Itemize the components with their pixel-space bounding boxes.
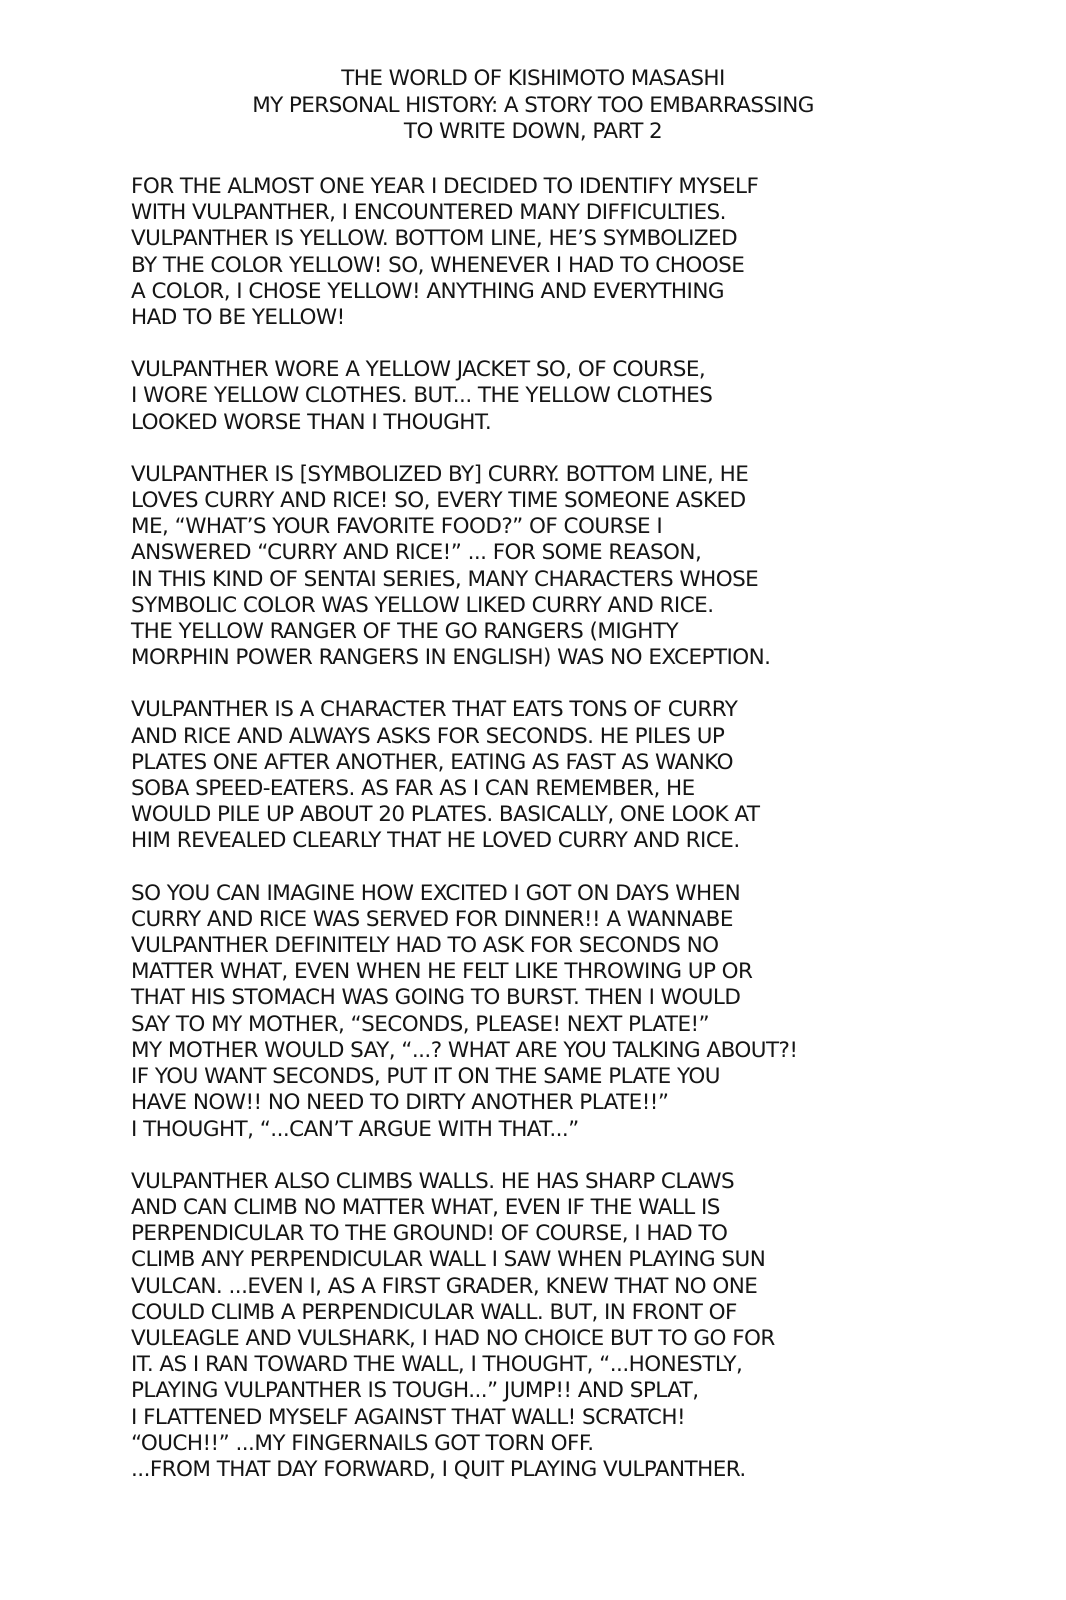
text-line: THAT HIS STOMACH WAS GOING TO BURST. THEN I WOULD: [131, 985, 741, 1011]
text-line: I WORE YELLOW CLOTHES. BUT... THE YELLOW CLOTHES: [131, 383, 713, 409]
text-line: HAVE NOW!! NO NEED TO DIRTY ANOTHER PLATE!!”: [131, 1090, 669, 1116]
text-line: ANSWERED “CURRY AND RICE!” ... FOR SOME REASON,: [131, 540, 702, 566]
text-line: IT. AS I RAN TOWARD THE WALL, I THOUGHT, “...HONESTLY,: [131, 1352, 743, 1378]
text-line: ...FROM THAT DAY FORWARD, I QUIT PLAYING VULPANTHER.: [131, 1456, 746, 1482]
text-line: SO YOU CAN IMAGINE HOW EXCITED I GOT ON DAYS WHEN: [131, 880, 741, 906]
text-line: CURRY AND RICE WAS SERVED FOR DINNER!! A WANNABE: [131, 906, 733, 932]
text-line: IN THIS KIND OF SENTAI SERIES, MANY CHARACTERS WHOSE: [131, 566, 759, 592]
text-line: THE YELLOW RANGER OF THE GO RANGERS (MIGHTY: [131, 619, 679, 645]
paragraph-plates: [131, 697, 961, 854]
text-line: COULD CLIMB A PERPENDICULAR WALL. BUT, IN FRONT OF: [131, 1299, 737, 1325]
text-line: PERPENDICULAR TO THE GROUND! OF COURSE, I HAD TO: [131, 1221, 728, 1247]
paragraph-dinner: [131, 881, 961, 1143]
text-line: VULCAN. ...EVEN I, AS A FIRST GRADER, KNEW THAT NO ONE: [131, 1273, 758, 1299]
text-line: WITH VULPANTHER, I ENCOUNTERED MANY DIFFICULTIES.: [131, 200, 726, 226]
text-line: ME, “WHAT’S YOUR FAVORITE FOOD?” OF COURSE I: [131, 514, 663, 540]
text-line: SAY TO MY MOTHER, “SECONDS, PLEASE! NEXT PLATE!”: [131, 1011, 710, 1037]
text-line: PLATES ONE AFTER ANOTHER, EATING AS FAST AS WANKO: [131, 749, 734, 775]
text-line: HIM REVEALED CLEARLY THAT HE LOVED CURRY AND RICE.: [131, 828, 740, 854]
title-line: THE WORLD OF KISHIMOTO MASASHI: [341, 66, 725, 91]
text-line: IF YOU WANT SECONDS, PUT IT ON THE SAME PLATE YOU: [131, 1064, 720, 1090]
text-line: VULEAGLE AND VULSHARK, I HAD NO CHOICE BUT TO GO FOR: [131, 1325, 775, 1351]
paragraph-curry: [131, 462, 961, 672]
body-text: [131, 174, 961, 1509]
title-line: MY PERSONAL HISTORY: A STORY TOO EMBARRASSING: [252, 92, 814, 118]
paragraph-jacket: [131, 357, 961, 436]
text-line: WOULD PILE UP ABOUT 20 PLATES. BASICALLY, ONE LOOK AT: [131, 802, 760, 828]
text-line: BY THE COLOR YELLOW! SO, WHENEVER I HAD TO CHOOSE: [131, 252, 745, 278]
text-line: HAD TO BE YELLOW!: [131, 305, 345, 331]
page-title: [0, 66, 1066, 146]
text-line: SYMBOLIC COLOR WAS YELLOW LIKED CURRY AND RICE.: [131, 592, 714, 618]
text-line: AND CAN CLIMB NO MATTER WHAT, EVEN IF THE WALL IS: [131, 1194, 720, 1220]
text-line: LOOKED WORSE THAN I THOUGHT.: [131, 409, 492, 435]
text-line: MY MOTHER WOULD SAY, “...? WHAT ARE YOU TALKING ABOUT?!: [131, 1037, 798, 1063]
text-line: I FLATTENED MYSELF AGAINST THAT WALL! SCRATCH!: [131, 1404, 686, 1430]
text-line: VULPANTHER WORE A YELLOW JACKET SO, OF COURSE,: [131, 357, 706, 383]
text-line: A COLOR, I CHOSE YELLOW! ANYTHING AND EVERYTHING: [131, 278, 724, 304]
text-line: VULPANTHER IS YELLOW. BOTTOM LINE, HE’S SYMBOLIZED: [131, 226, 738, 252]
text-line: I THOUGHT, “...CAN’T ARGUE WITH THAT...”: [131, 1116, 579, 1142]
paragraph-walls: [131, 1169, 961, 1483]
title-line: TO WRITE DOWN, PART 2: [403, 119, 663, 144]
text-line: VULPANTHER ALSO CLIMBS WALLS. HE HAS SHARP CLAWS: [131, 1168, 735, 1194]
text-line: CLIMB ANY PERPENDICULAR WALL I SAW WHEN PLAYING SUN: [131, 1247, 766, 1273]
text-line: PLAYING VULPANTHER IS TOUGH...” JUMP!! AND SPLAT,: [131, 1378, 699, 1404]
text-line: LOVES CURRY AND RICE! SO, EVERY TIME SOMEONE ASKED: [131, 488, 746, 514]
text-line: VULPANTHER DEFINITELY HAD TO ASK FOR SECONDS NO: [131, 933, 719, 959]
text-line: SOBA SPEED-EATERS. AS FAR AS I CAN REMEMBER, HE: [131, 776, 695, 802]
text-line: “OUCH!!” ...MY FINGERNAILS GOT TORN OFF.: [131, 1430, 594, 1456]
text-line: FOR THE ALMOST ONE YEAR I DECIDED TO IDENTIFY MYSELF: [131, 174, 759, 199]
text-line: AND RICE AND ALWAYS ASKS FOR SECONDS. HE PILES UP: [131, 723, 725, 749]
text-line: MORPHIN POWER RANGERS IN ENGLISH) WAS NO EXCEPTION.: [131, 645, 771, 671]
text-line: MATTER WHAT, EVEN WHEN HE FELT LIKE THROWING UP OR: [131, 959, 753, 985]
text-line: VULPANTHER IS [SYMBOLIZED BY] CURRY. BOTTOM LINE, HE: [131, 461, 749, 487]
text-line: VULPANTHER IS A CHARACTER THAT EATS TONS OF CURRY: [131, 697, 738, 723]
paragraph-yellow: [131, 174, 961, 331]
